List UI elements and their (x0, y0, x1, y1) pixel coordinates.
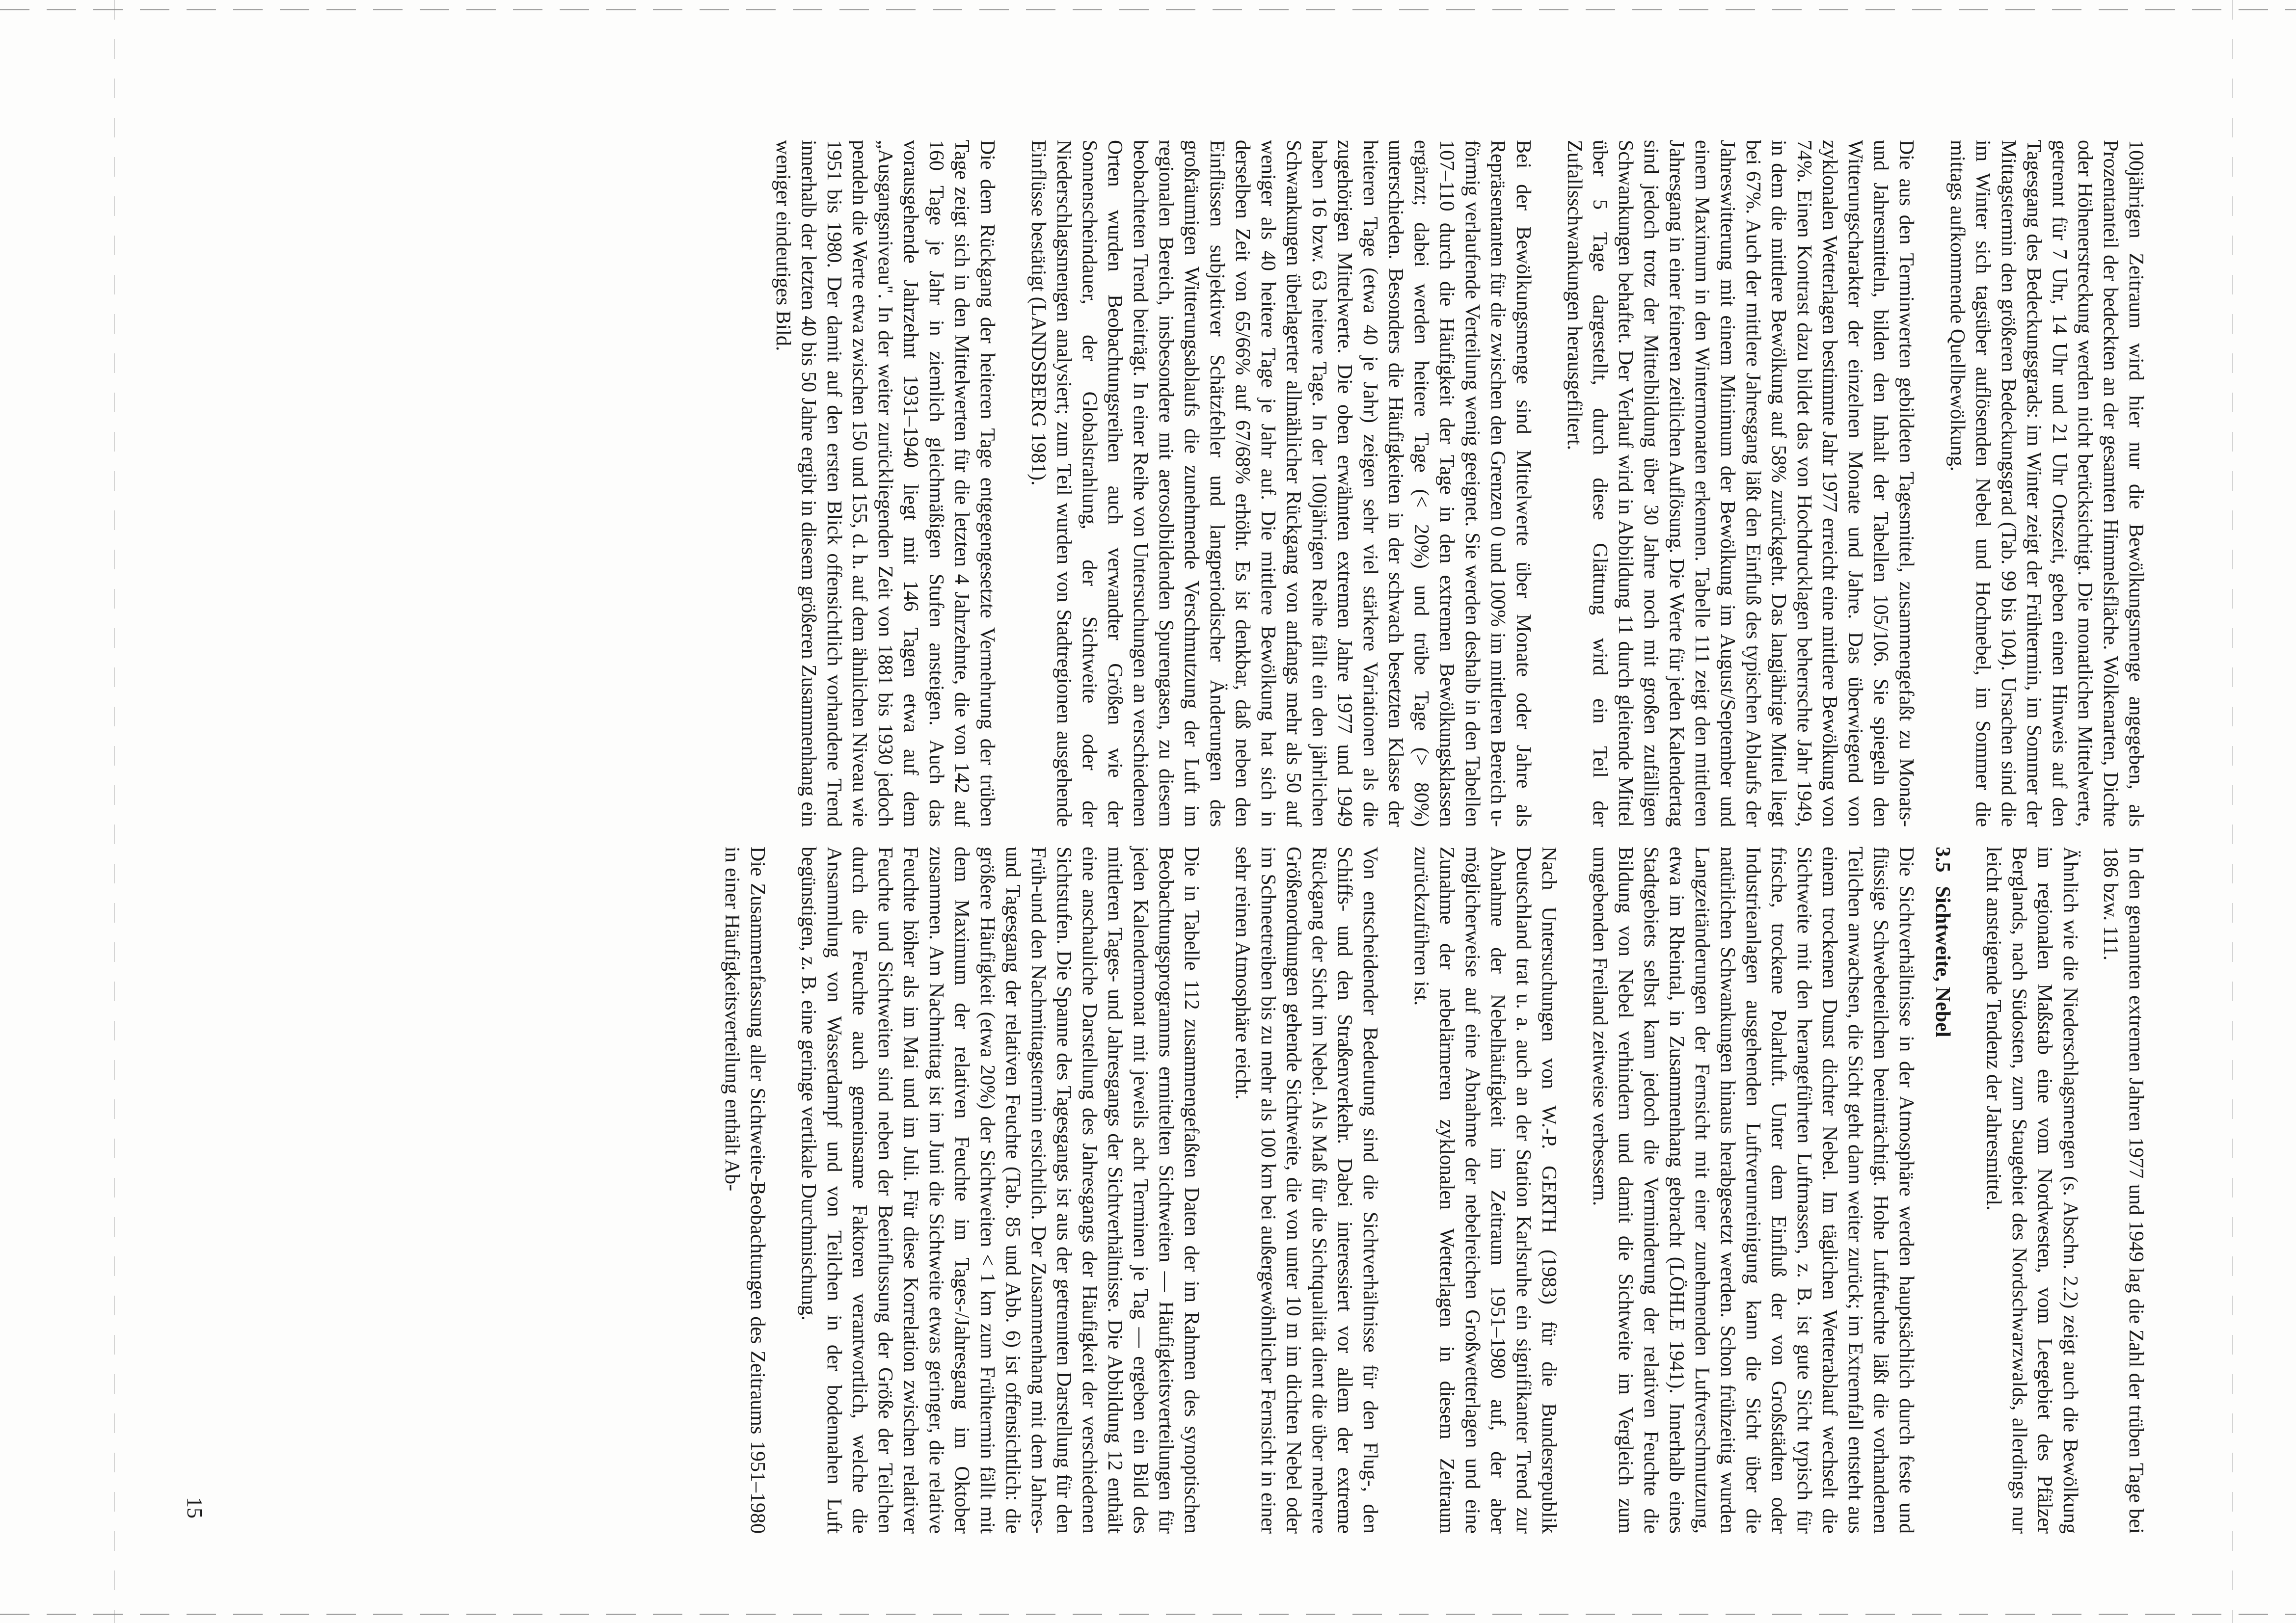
paragraph: Die Zusammenfassung aller Sichtweite-Beobachtungen des Zeitraums 1951–1980 in einer Häufigkeitsverteilung enthält Ab- (721, 847, 769, 1534)
paragraph: Die dem Rückgang der heiteren Tage entgegengesetzte Vermehrung der trüben Tage zeigt sich in den Mittelwerten für die letzten 4 Jahrzehnte, die von 142 auf 160 Tage je Jahr in ziemlich gleichmäßigen Stufen ansteigen. Auch das vorausgehende Jahrzehnt 1931–1940 liegt mit 146 Tagen etwa auf dem „Ausgangsniveau". In der weiter zurückliegenden Zeit von 1881 bis 1930 jedoch pendeln die Werte etwa zwischen 150 und 155, d. h. auf dem ähnlichen Niveau wie 1951 bis 1980. Der damit auf den ersten Blick offensichtlich vorhandene Trend innerhalb der letzten 40 bis 50 Jahre ergibt in diesem größeren Zusammenhang ein weniger eindeutiges Bild. (772, 140, 999, 827)
paragraph: Von entscheidender Bedeutung sind die Sichtverhältnisse für den Flug-, den Schiffs- und den Straßenverkehr. Dabei interessiert vor allem der extreme Rückgang der Sicht im Nebel. Als Maß für die Sichtqualität dient die über mehrere Größenordnungen gehende Sichtweite, die von unter 10 m im dichten Nebel oder im Schneetreiben bis zu mehr als 100 km bei außergewöhnlicher Fernsicht in einer sehr reinen Atmosphäre reicht. (1231, 847, 1381, 1534)
left-text-column (745, 140, 2149, 827)
paragraph: Bei der Bewölkungsmenge sind Mittelwerte über Monate oder Jahre als Repräsentanten für die zwischen den Grenzen 0 und 100% im mittleren Bereich u-förmig verlaufende Verteilung wenig geeignet. Sie werden deshalb in den Tabellen 107–110 durch die Häufigkeit der Tage in den extremen Bewölkungsklassen ergänzt; dabei werden heitere Tage (< 20%) und trübe Tage (> 80%) unterschieden. Besonders die Häufigkeiten in der schwach besetzten Klasse der heiteren Tage (etwa 40 je Jahr) zeigen sehr viel stärkere Variationen als die zugehörigen Mittelwerte. Die oben erwähnten extremen Jahre 1977 und 1949 haben 16 bzw. 63 heitere Tage. In der 100jährigen Reihe fällt ein den jährlichen Schwankungen überlagerter allmählicher Rückgang von anfangs mehr als 50 auf weniger als 40 heitere Tage je Jahr auf. Die mittlere Bewölkung hat sich in derselben Zeit von 65/66% auf 67/68% erhöht. Es ist denkbar, daß neben den Einflüssen subjektiver Schätzfehler und langperiodischer Änderungen des großräumigen Witterungsablaufs die zunehmende Verschmutzung der Luft im regionalen Bereich, insbesondere mit aerosolbildenden Spurengasen, zu diesem beobachteten Trend beiträgt. In einer Reihe von Untersuchungen an verschiedenen Orten wurden Beobachtungsreihen auch verwandter Größen wie der Sonnenscheindauer, der Globalstrahlung, der Sichtweite oder der Niederschlagsmengen analysiert; zum Teil wurden von Stadtregionen ausgehende Einflüsse bestätigt (LANDSBERG 1981). (1027, 140, 1535, 827)
section-heading (1930, 847, 1955, 1534)
page-number: 15 (183, 1497, 207, 1518)
paragraph: Die in Tabelle 112 zusammengefaßten Daten der im Rahmen des synoptischen Beobachtungsprogramms ermittelten Sichtweiten — Häufigkeitsverteilungen für jeden Kalendermonat mit jeweils acht Terminen je Tag — ergeben ein Bild des mittleren Tages- und Jahresgangs der Sichtverhältnisse. Die Abbildung 12 enthält eine anschauliche Darstellung des Jahresgangs der Häufigkeit der verschiedenen Sichtstufen. Die Spanne des Tagesgangs ist aus der getrennten Darstellung für den Früh-und den Nachmittagstermin ersichtlich. Der Zusammenhang mit dem Jahres- und Tagesgang der relativen Feuchte (Tab. 85 und Abb. 6) ist offensichtlich: die größere Häufigkeit (etwa 20%) der Sichtweiten < 1 km zum Frühtermin fällt mit dem Maximum der relativen Feuchte im Tages-/Jahresgang im Oktober zusammen. Am Nachmittag ist im Juni die Sichtweite etwas geringer, die relative Feuchte höher als im Mai und im Juli. Für diese Korrelation zwischen relativer Feuchte und Sichtweiten sind neben der Beeinflussung der Größe der Teilchen durch die Feuchte auch gemeinsame Faktoren verantwortlich, welche die Ansammlung von Wasserdampf und von Teilchen in der bodennahen Luft begünstigen, z. B. eine geringe vertikale Durchmischung. (797, 847, 1203, 1534)
paragraph: Die Sichtverhältnisse in der Atmosphäre werden hauptsächlich durch feste und flüssige Schwebeteilchen beeinträchtigt. Hohe Luftfeuchte läßt die vorhandenen Teilchen anwachsen, die Sicht geht dann weiter zurück; im Extremfall entsteht aus einem trockenen Dunst dichter Nebel. Im täglichen Wetterablauf wechselt die Sichtweite mit den herangeführten Luftmassen, z. B. ist gute Sicht typisch für frische, trockene Polarluft. Unter dem Einfluß der von Großstädten oder Industrieanlagen ausgehenden Luftverunreinigung kann die Sicht über die natürlichen Schwankungen hinaus herabgesetzt werden. Schon frühzeitig wurden Langzeitänderungen der Fernsicht mit einer zunehmenden Luftverschmutzung, etwa im Rheintal, in Zusammenhang gebracht (LÖHLE 1941). Innerhalb eines Stadtgebiets selbst kann jedoch die Verminderung der relativen Feuchte die Bildung von Nebel verhindern und damit die Sichtweite im Vergleich zum umgebenden Freiland zeitweise verbessern. (1589, 847, 1918, 1534)
paragraph: Nach Untersuchungen von W.-P. GERTH (1983) für die Bundesrepublik Deutschland trat u. a. auch an der Station Karlsruhe ein signifikanter Trend zur Abnahme der Nebelhäufigkeit im Zeitraum 1951–1980 auf, der aber möglicherweise auf eine Abnahme der nebelreichen Großwetterlagen und eine Zunahme der nebelärmeren zyklonalen Wetterlagen in diesem Zeitraum zurückzuführen ist. (1410, 847, 1560, 1534)
paragraph: Ähnlich wie die Niederschlagsmengen (s. Abschn. 2.2) zeigt auch die Bewölkung im regionalen Maßstab eine vom Nordwesten, vom Leegebiet des Pfälzer Berglands, nach Südosten, zum Staugebiet des Nordschwarzwalds, allerdings nur leicht ansteigende Tendenz der Jahresmittel. (1982, 847, 2081, 1534)
section-title: Sichtweite, Nebel (1931, 886, 1954, 1038)
right-text-column (694, 847, 2149, 1534)
section-number: 3.5 (1931, 847, 1954, 873)
paragraph: 100jährigen Zeitraum wird hier nur die Bewölkungsmenge angegeben, als Prozentanteil der bedeckten an der gesamten Himmelsfläche. Wolkenarten, Dichte oder Höhenerstreckung werden nicht berücksichtigt. Die monatlichen Mittelwerte, getrennt für 7 Uhr, 14 Uhr und 21 Uhr Ortszeit, geben einen Hinweis auf den Tagesgang des Bedeckungsgrads: im Winter zeigt der Frühtermin, im Sommer der Mittagstermin den größeren Bedeckungsgrad (Tab. 99 bis 104). Ursachen sind die im Winter sich tagsüber auflösenden Nebel und Hochnebel, im Sommer die mittags aufkommende Quellbewölkung. (1946, 140, 2147, 827)
paragraph: Die aus den Terminwerten gebildeten Tagesmittel, zusammengefaßt zu Monats- und Jahresmitteln, bilden den Inhalt der Tabellen 105/106. Sie spiegeln den Witterungscharakter der einzelnen Monate und Jahre. Das überwiegend von zyklonalen Wetterlagen bestimmte Jahr 1977 erreicht eine mittlere Bewölkung von 74%. Einen Kontrast dazu bildet das von Hochdrucklagen beherrschte Jahr 1949, in dem die mittlere Bewölkung auf 58% zurückgeht. Das langjährige Mittel liegt bei 67%. Auch der mittlere Jahresgang läßt den Einfluß des typischen Ablaufs der Jahreswitterung mit einem Minimum der Bewölkung im August/September und einem Maximum in den Wintermonaten erkennen. Tabelle 111 zeigt den mittleren Jahresgang in einer feineren zeitlichen Auflösung. Die Werte für jeden Kalendertag sind jedoch trotz der Mittelbildung über 30 Jahre noch mit großen zufälligen Schwankungen behaftet. Der Verlauf wird in Abbildung 11 durch gleitende Mittel über 5 Tage dargestellt, durch diese Glättung wird ein Teil der Zufallsschwankungen herausgefiltert. (1563, 140, 1918, 827)
paragraph: In den genannten extremen Jahren 1977 und 1949 lag die Zahl der trüben Tage bei 186 bzw. 111. (2099, 847, 2147, 1534)
